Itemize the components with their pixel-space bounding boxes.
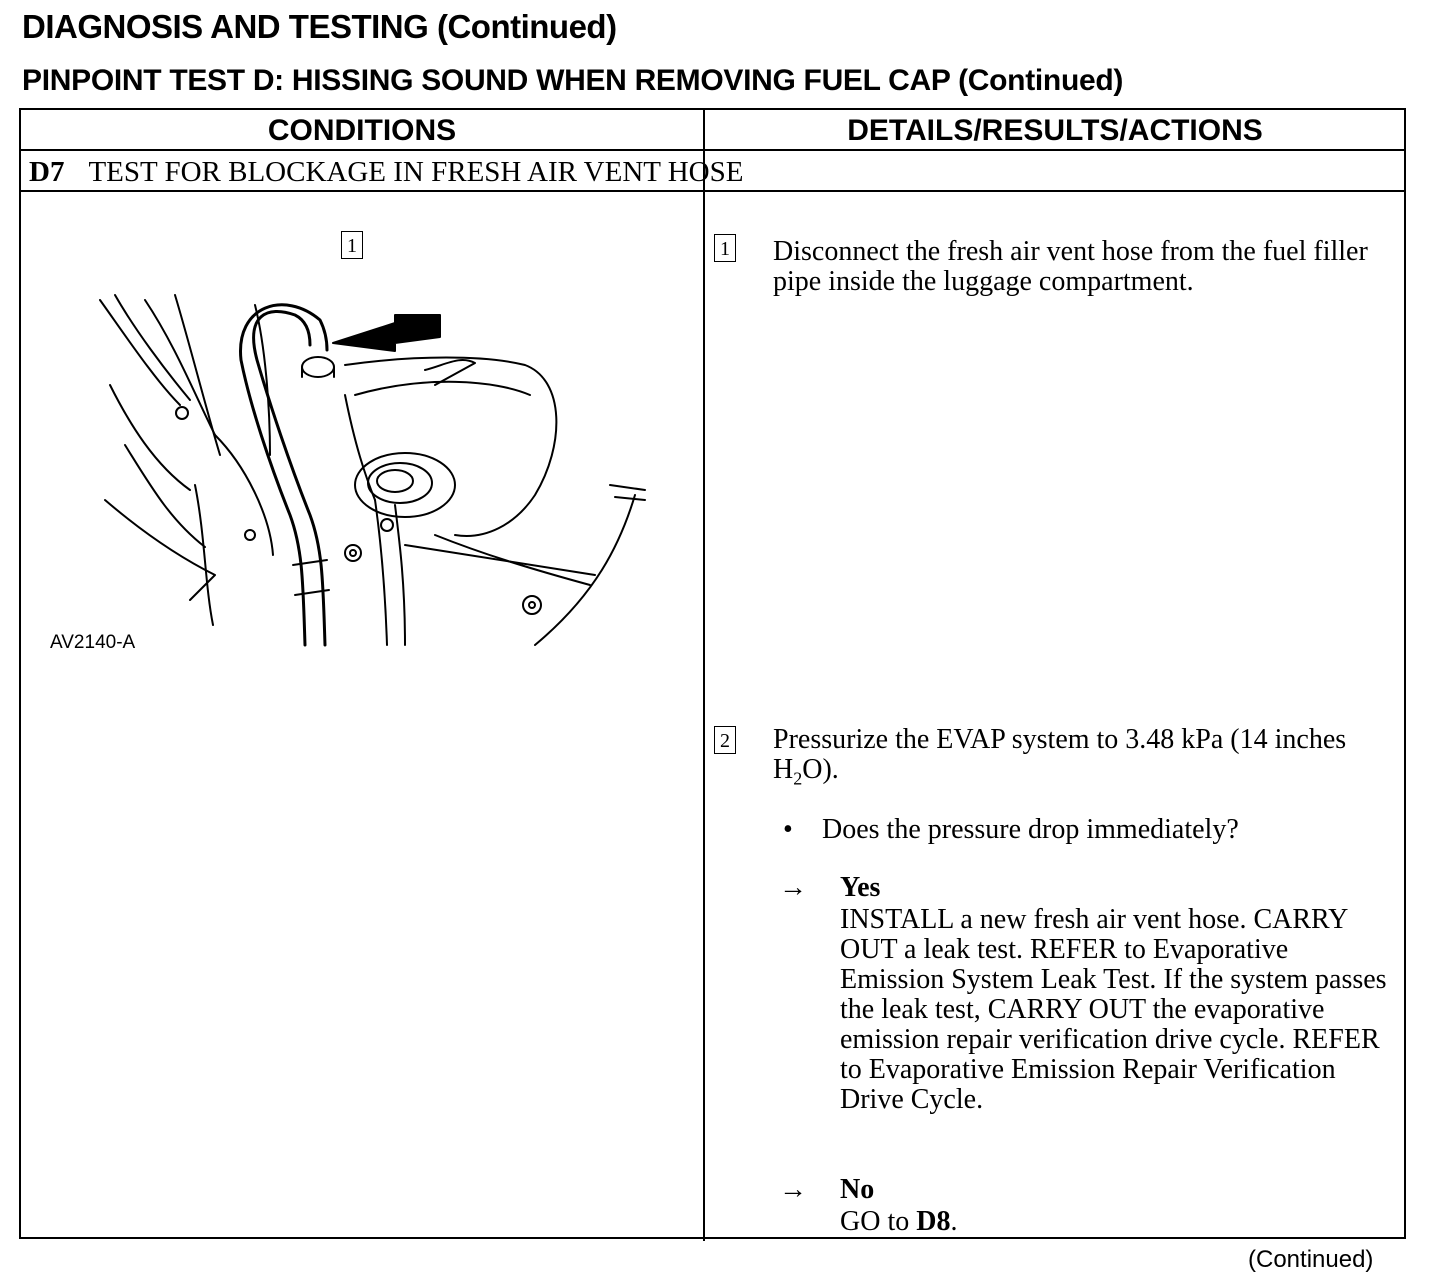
step-2-instruction [773, 725, 1403, 794]
step-2-text-start: Pressurize the EVAP system to 3.48 kPa (14 inches H [773, 724, 1347, 785]
step-id: D7 [29, 156, 65, 188]
figure-id-label: AV2140-A [50, 632, 136, 653]
step-1-number-box: 1 [714, 234, 736, 262]
no-action-text: GO to [840, 1206, 917, 1237]
step-heading [29, 151, 743, 190]
bullet-icon: • [783, 814, 793, 845]
pinpoint-test-title: PINPOINT TEST D: HISSING SOUND WHEN REMOVING FUEL CAP (Continued) [22, 64, 1124, 97]
yes-arrow-icon: → [779, 872, 807, 903]
no-arrow-icon: → [779, 1174, 807, 1205]
conditions-column-header: CONDITIONS [267, 114, 457, 147]
fresh-air-vent-hose-illustration [95, 285, 655, 647]
yes-result-action: INSTALL a new fresh air vent hose. CARRY OUT a leak test. REFER to Evaporative Emission System Leak Test. If the system passes the leak test, CARRY OUT the evaporative emission repair verification drive cycle. REFER to Evaporative Emission Repair Verification Drive Cycle. [840, 904, 1387, 1115]
step-1-instruction: Disconnect the fresh air vent hose from the fuel filler pipe inside the luggage compartment. [773, 236, 1368, 297]
test-question: Does the pressure drop immediately? [822, 814, 1239, 845]
go-to-step-link[interactable]: D8 [916, 1206, 951, 1237]
document-title: DIAGNOSIS AND TESTING (Continued) [22, 8, 617, 45]
continued-footer: (Continued) [1248, 1246, 1374, 1273]
step-2-text-end: O). [802, 754, 839, 785]
step-divider [21, 190, 1404, 192]
figure-callout-box: 1 [341, 231, 363, 259]
details-column-header: DETAILS/RESULTS/ACTIONS [847, 114, 1263, 147]
yes-result-label: Yes [840, 872, 881, 903]
step-title: TEST FOR BLOCKAGE IN FRESH AIR VENT HOSE [88, 156, 744, 188]
step-2-number-box: 2 [714, 726, 736, 754]
column-divider [703, 110, 705, 1241]
no-result-label: No [840, 1174, 875, 1205]
no-action-period: . [950, 1206, 958, 1237]
no-result-action [840, 1207, 957, 1237]
step-2-subscript: 2 [793, 768, 803, 789]
